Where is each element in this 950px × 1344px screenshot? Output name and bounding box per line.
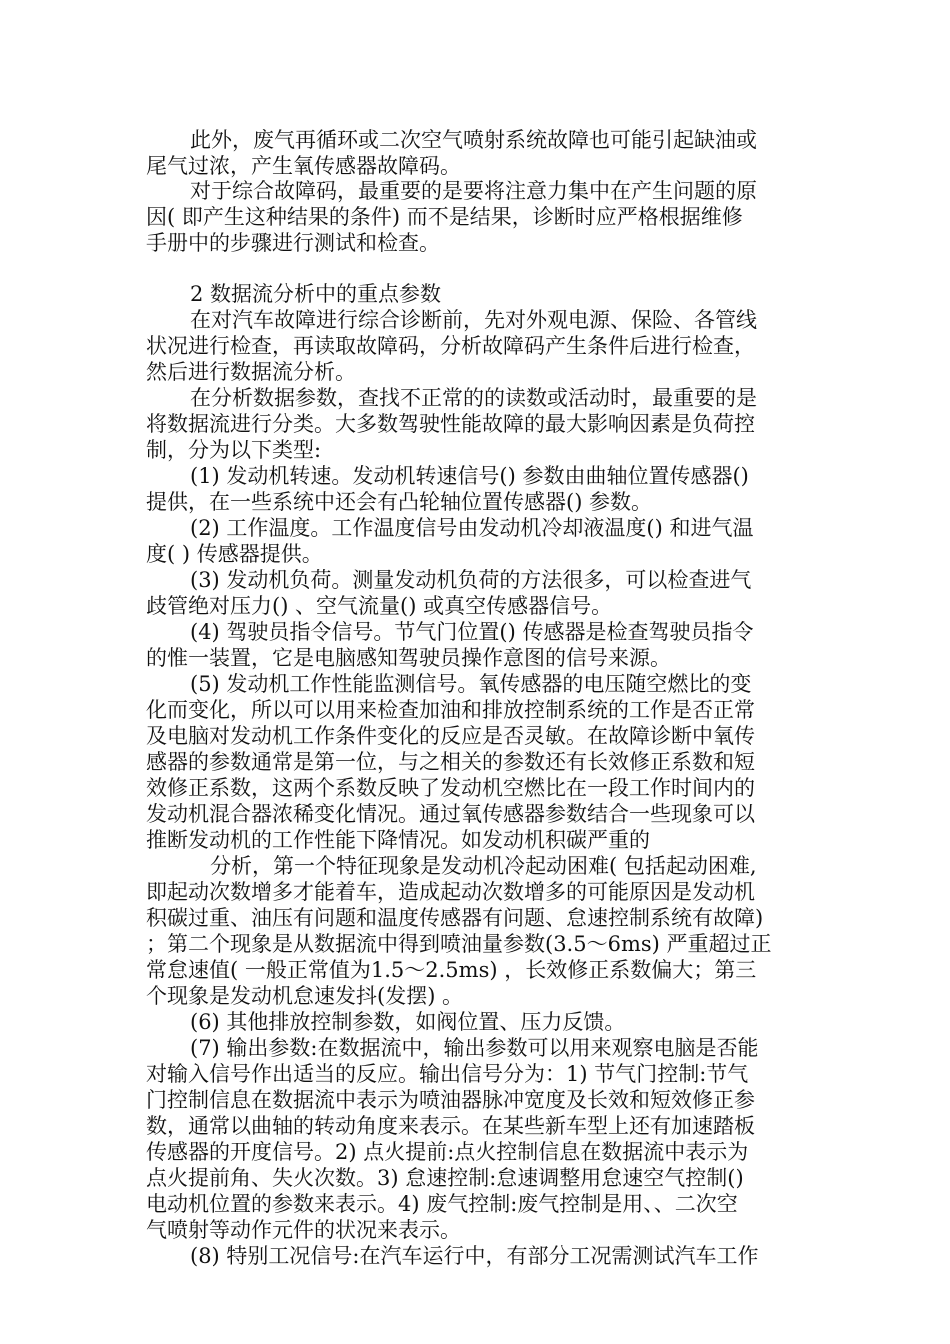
text-line: (1) 发动机转速。发动机转速信号() 参数由曲轴位置传感器() xyxy=(190,464,749,488)
text-line: 效修正系数，这两个系数反映了发动机空燃比在一段工作时间内的 xyxy=(146,776,755,800)
text-line: ；第二个现象是从数据流中得到喷油量参数(3.5～6ms) 严重超过正 xyxy=(146,932,772,956)
text-line: (2) 工作温度。工作温度信号由发动机冷却液温度() 和进气温 xyxy=(190,516,754,540)
text-line: 因( 即产生这种结果的条件) 而不是结果，诊断时应严格根据维修 xyxy=(146,205,743,229)
text-line: 对输入信号作出适当的反应。输出信号分为：1) 节气门控制:节气 xyxy=(146,1062,749,1086)
text-line: (8) 特别工况信号:在汽车运行中，有部分工况需测试汽车工作 xyxy=(190,1244,759,1268)
text-line: 度( ) 传感器提供。 xyxy=(146,542,323,566)
text-line: 推断发动机的工作性能下降情况。如发动机积碳严重的 xyxy=(146,828,650,852)
text-line: 将数据流进行分类。大多数驾驶性能故障的最大影响因素是负荷控 xyxy=(146,412,755,436)
text-line: (6) 其他排放控制参数，如阀位置、压力反馈。 xyxy=(190,1010,626,1034)
text-line: 数，通常以曲轴的转动角度来表示。在某些新车型上还有加速踏板 xyxy=(146,1114,755,1138)
text-line: 气喷射等动作元件的状况来表示。 xyxy=(146,1218,461,1242)
text-line: 门控制信息在数据流中表示为喷油器脉冲宽度及长效和短效修正参 xyxy=(146,1088,755,1112)
text-line: 化而变化，所以可以用来检查加油和排放控制系统的工作是否正常 xyxy=(146,698,755,722)
text-line: 发动机混合器浓稀变化情况。通过氧传感器参数结合一些现象可以 xyxy=(146,802,755,826)
text-line: (5) 发动机工作性能监测信号。氧传感器的电压随空燃比的变 xyxy=(190,672,752,696)
text-line: 手册中的步骤进行测试和检查。 xyxy=(146,231,440,255)
text-line: 分析，第一个特征现象是发动机冷起动困难( 包括起动困难, xyxy=(210,854,757,878)
text-line: 点火提前角、失火次数。3) 怠速控制:怠速调整用怠速空气控制() xyxy=(146,1166,744,1190)
text-line: 对于综合故障码，最重要的是要将注意力集中在产生问题的原 xyxy=(190,179,757,203)
text-line: 然后进行数据流分析。 xyxy=(146,360,356,384)
text-line: 传感器的开度信号。2) 点火提前:点火控制信息在数据流中表示为 xyxy=(146,1140,749,1164)
text-line: 电动机位置的参数来表示。4) 废气控制:废气控制是用、、二次空 xyxy=(146,1192,738,1216)
text-line: 感器的参数通常是第一位，与之相关的参数还有长效修正系数和短 xyxy=(146,750,755,774)
text-line: 常怠速值( 一般正常值为1.5～2.5ms) ，长效修正系数偏大；第三 xyxy=(146,958,757,982)
text-line: 提供，在一些系统中还会有凸轮轴位置传感器() 参数。 xyxy=(146,490,653,514)
text-line: 即起动次数增多才能着车，造成起动次数增多的可能原因是发动机 xyxy=(146,880,755,904)
text-line: 制，分为以下类型: xyxy=(146,438,322,462)
text-line: 在分析数据参数，查找不正常的的读数或活动时，最重要的是 xyxy=(190,386,757,410)
text-line: 在对汽车故障进行综合诊断前，先对外观电源、保险、各管线 xyxy=(190,308,757,332)
text-line: 及电脑对发动机工作条件变化的反应是否灵敏。在故障诊断中氧传 xyxy=(146,724,755,748)
text-line: 尾气过浓，产生氧传感器故障码。 xyxy=(146,154,461,178)
text-line: (7) 输出参数:在数据流中，输出参数可以用来观察电脑是否能 xyxy=(190,1036,759,1060)
text-line: (4) 驾驶员指令信号。节气门位置() 传感器是检查驾驶员指令 xyxy=(190,620,754,644)
text-line: 的惟一装置，它是电脑感知驾驶员操作意图的信号来源。 xyxy=(146,646,671,670)
text-line: (3) 发动机负荷。测量发动机负荷的方法很多，可以检查进气 xyxy=(190,568,752,592)
text-line: 积碳过重、油压有问题和温度传感器有问题、怠速控制系统有故障) xyxy=(146,906,764,930)
text-line: 此外，废气再循环或二次空气喷射系统故障也可能引起缺油或 xyxy=(190,128,757,152)
text-line: 个现象是发动机怠速发抖(发摆) 。 xyxy=(146,984,464,1008)
text-line: 状况进行检查，再读取故障码，分析故障码产生条件后进行检查， xyxy=(146,334,755,358)
section-heading: 2 数据流分析中的重点参数 xyxy=(190,282,442,306)
text-line: 歧管绝对压力() 、空气流量() 或真空传感器信号。 xyxy=(146,594,613,618)
